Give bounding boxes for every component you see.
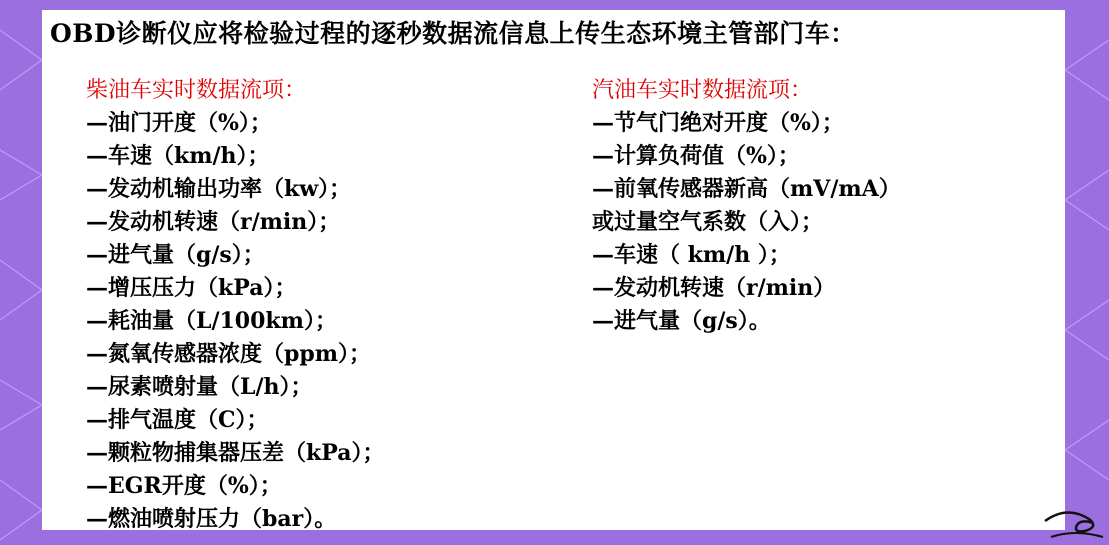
list-item: —发动机转速（r/min）；: [86, 209, 341, 235]
list-item: —油门开度（%）；: [86, 110, 272, 136]
diesel-heading: 柴油车实时数据流项：: [86, 78, 307, 103]
gasoline-column: [592, 74, 901, 338]
list-item: —增压压力（kPa）；: [86, 275, 297, 301]
diesel-list: [86, 107, 384, 536]
list-item: —耗油量（L/100km）；: [86, 308, 337, 334]
list-item: —发动机转速（r/min）: [592, 275, 836, 301]
list-item: —前氧传感器新高（mV/mA）: [592, 176, 901, 202]
list-item: —节气门绝对开度（%）；: [592, 110, 844, 136]
list-item: —进气量（g/s）；: [86, 242, 265, 268]
gasoline-heading: 汽油车实时数据流项：: [592, 78, 813, 103]
list-item: —EGR开度（%）；: [86, 473, 282, 499]
list-item: —氮氧传感器浓度（ppm）；: [86, 341, 372, 367]
diesel-column: [86, 74, 384, 536]
list-item: —进气量（g/s）。: [592, 308, 771, 334]
list-item: —车速（ km/h ）；: [592, 242, 791, 268]
list-item: —发动机输出功率（kw）；: [86, 176, 352, 202]
gasoline-list: [592, 107, 901, 338]
list-item: —计算负荷值（%）；: [592, 143, 800, 169]
list-item: —颗粒物捕集器压差（kPa）；: [86, 440, 385, 466]
list-item: —排气温度（C）；: [86, 407, 269, 433]
swirl-decoration-icon: [1037, 503, 1107, 543]
list-item: 或过量空气系数（入）；: [592, 209, 824, 235]
slide-panel: [42, 10, 1065, 530]
list-item: —尿素喷射量（L/h）；: [86, 374, 313, 400]
list-item: —燃油喷射压力（bar）。: [86, 506, 337, 532]
slide-title: OBD诊断仪应将检验过程的逐秒数据流信息上传生态环境主管部门车：: [50, 19, 856, 48]
list-item: —车速（km/h）；: [86, 143, 270, 169]
